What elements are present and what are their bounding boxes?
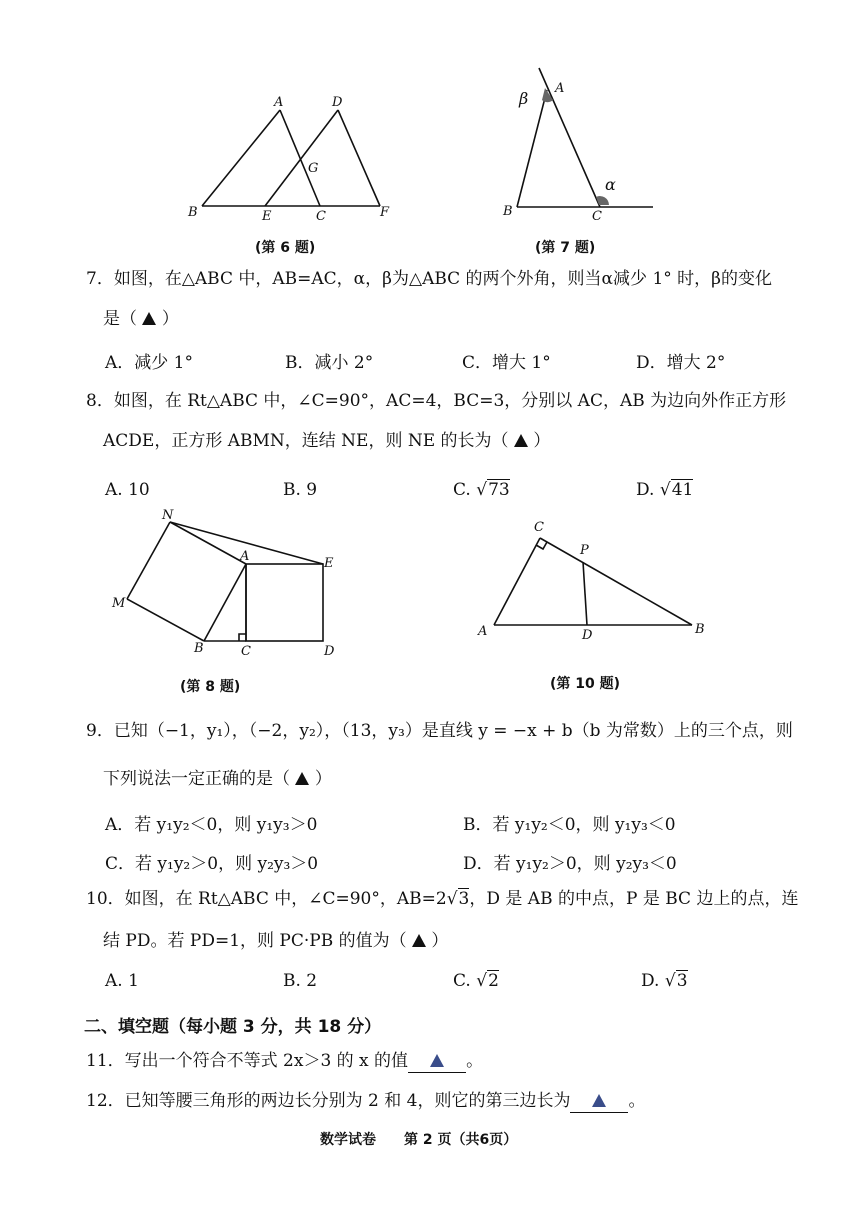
fig7-label-a: A [555,81,565,96]
fig7-caption: (第 7 题) [535,240,596,256]
fig8-label-e: E [324,556,334,571]
q8-option-d: D. √41 [636,480,694,500]
q10-option-b: B. 2 [283,971,318,991]
q9-option-d: D．若 y₁y₂＞0，则 y₂y₃＜0 [463,854,677,874]
q7-option-c: C．增大 1° [462,353,551,373]
fig6-label-d: D [332,95,343,110]
fig10-label-d: D [582,628,593,643]
fig7-label-b: B [503,204,513,219]
q7-line1: 7．如图，在△ABC 中，AB=AC，α，β为△ABC 的两个外角，则当α减少 1° 时，β的变化 [86,269,772,289]
fig10-label-p: P [580,543,589,558]
fig10-label-b: B [695,622,705,637]
answer-triangle-icon [514,434,528,447]
answer-blank[interactable] [408,1050,466,1073]
fig6-label-e: E [262,209,272,224]
answer-triangle-icon [412,934,426,947]
q9-option-b: B．若 y₁y₂＜0，则 y₁y₃＜0 [463,815,676,835]
fig7-label-beta: β [519,89,529,108]
q9-line1: 9．已知（−1，y₁），（−2，y₂），（13，y₃）是直线 y = −x + b（b 为常数）上的三个点，则 [86,721,793,741]
q8-option-b: B. 9 [283,480,318,500]
q9-line2: 下列说法一定正确的是（ ） [103,769,332,789]
q9-option-c: C．若 y₁y₂＞0，则 y₂y₃＞0 [105,854,319,874]
figure-8 [100,505,350,665]
figure-10 [470,515,710,645]
fig10-label-c: C [534,520,544,535]
fig6-label-g: G [308,161,319,176]
answer-triangle-icon [142,312,156,325]
fig6-label-c: C [316,209,326,224]
fig7-label-c: C [592,209,602,224]
q10-line2: 结 PD。若 PD=1，则 PC·PB 的值为（ ） [103,931,449,951]
q8-line2: ACDE，正方形 ABMN，连结 NE，则 NE 的长为（ ） [103,431,551,451]
q10-line1: 10．如图，在 Rt△ABC 中，∠C=90°，AB=2√3，D 是 AB 的中点，P 是 BC 边上的点，连 [86,889,799,909]
fig8-label-b: B [194,641,204,656]
fig6-caption: (第 6 题) [255,240,316,256]
section-2-heading: 二、填空题（每小题 3 分，共 18 分） [84,1017,382,1037]
fig10-label-a: A [478,624,488,639]
q8-option-a: A. 10 [105,480,150,500]
fig8-caption: (第 8 题) [180,679,241,695]
q7-option-b: B．减小 2° [285,353,374,373]
answer-triangle-icon [592,1094,606,1107]
q10-option-c: C. √2 [453,971,499,991]
fig8-label-m: M [112,596,126,611]
fig8-label-a: A [240,549,250,564]
q9-option-a: A．若 y₁y₂＜0，则 y₁y₃＞0 [105,815,318,835]
figure-6 [180,88,410,228]
q8-option-c: C. √73 [453,480,510,500]
fig6-label-b: B [188,205,198,220]
q12-line: 12．已知等腰三角形的两边长分别为 2 和 4，则它的第三边长为 。 [86,1091,646,1111]
fig10-caption: (第 10 题) [550,676,621,692]
q11-line: 11．写出一个符合不等式 2x＞3 的 x 的值 。 [86,1051,484,1071]
page-footer: 数学试卷 第 2 页（共6页） [320,1132,518,1148]
answer-blank[interactable] [570,1090,628,1113]
answer-triangle-icon [295,772,309,785]
q10-option-d: D. √3 [641,971,688,991]
fig7-label-alpha: α [605,175,616,194]
figure-7 [495,62,665,227]
q7-line2: 是（ ） [103,309,179,329]
q8-line1: 8．如图，在 Rt△ABC 中，∠C=90°，AC=4，BC=3，分别以 AC，AB 为边向外作正方形 [86,391,787,411]
q7-option-d: D．增大 2° [636,353,726,373]
q10-option-a: A. 1 [105,971,139,991]
fig6-label-a: A [274,95,284,110]
fig8-label-n: N [162,508,174,523]
fig8-label-d: D [324,644,335,659]
q7-option-a: A．减少 1° [105,353,193,373]
answer-triangle-icon [430,1054,444,1067]
fig6-label-f: F [380,205,390,220]
fig8-label-c: C [241,644,251,659]
